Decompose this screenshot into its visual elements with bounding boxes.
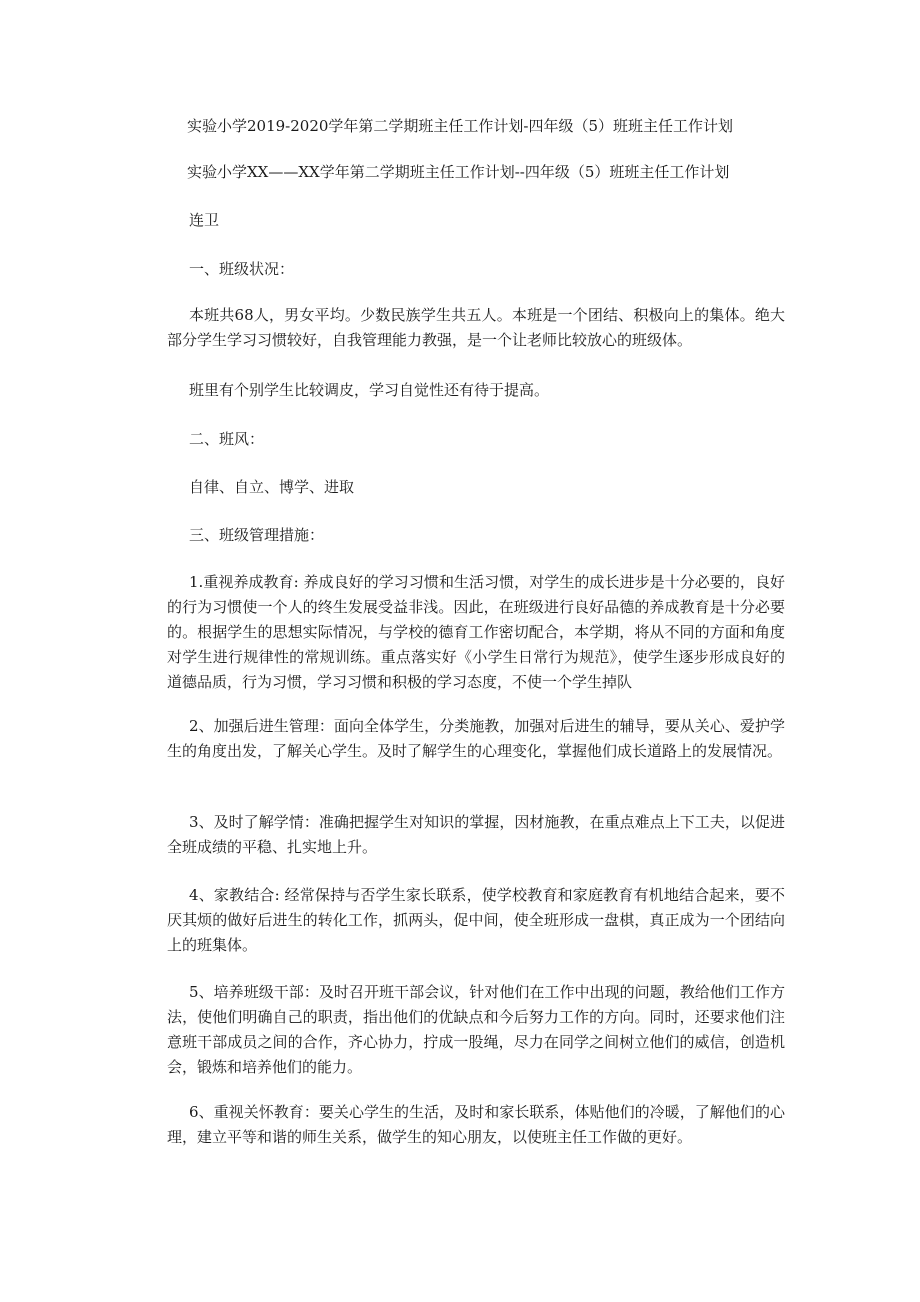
measure-paragraph: 2、加强后进生管理：面向全体学生，分类施教，加强对后进生的辅导，要从关心、爱护学生的角度出发，了解关心学生。及时了解学生的心理变化，掌握他们成长道路上的发展情况。 xyxy=(167,717,785,760)
measure-paragraph: 6、重视关怀教育：要关心学生的生活，及时和家长联系，体贴他们的冷暖，了解他们的心理，建立平等和谐的师生关系，做学生的知心朋友，以使班主任工作做的更好。 xyxy=(167,1103,785,1146)
document-subtitle: 实验小学XX——XX学年第二学期班主任工作计划--四年级（5）班班主任工作计划 xyxy=(187,163,730,181)
class-motto: 自律、自立、博学、进取 xyxy=(189,478,355,496)
class-status-paragraph: 本班共68人，男女平均。少数民族学生共五人。本班是一个团结、积极向上的集体。绝大部分学生学习习惯较好，自我管理能力教强，是一个让老师比较放心的班级体。 xyxy=(167,306,785,349)
section-heading-class-motto: 二、班风： xyxy=(189,430,265,448)
class-status-note: 班里有个别学生比较调皮，学习自觉性还有待于提高。 xyxy=(189,381,550,399)
measure-paragraph: 1.重视养成教育: 养成良好的学习习惯和生活习惯，对学生的成长进步是十分必要的，良好的行为习惯使一个人的终生发展受益非浅。因此，在班级进行良好品德的养成教育是十分必要的。根据学生的思想实际情况，与学校的德育工作密切配合，本学期，将从不同的方面和角度对学生进行规律性的常规训练。重点落实好《小学生日常行为规范》，使学生逐步形成良好的道德品质，行为习惯，学习习惯和积极的学习态度，不使一个学生掉队 xyxy=(167,573,785,691)
author-name: 连卫 xyxy=(189,211,220,229)
section-heading-class-status: 一、班级状况： xyxy=(189,260,295,278)
measure-paragraph: 5、培养班级干部：及时召开班干部会议，针对他们在工作中出现的问题，教给他们工作方法，使他们明确自己的职责，指出他们的优缺点和今后努力工作的方向。同时，还要求他们注意班干部成员之间的合作，齐心协力，拧成一股绳，尽力在同学之间树立他们的威信，创造机会，锻炼和培养他们的能力。 xyxy=(167,983,785,1076)
measure-paragraph: 4、家教结合: 经常保持与否学生家长联系，使学校教育和家庭教育有机地结合起来，要不厌其烦的做好后进生的转化工作，抓两头，促中间，使全班形成一盘棋，真正成为一个团结向上的班集体。 xyxy=(167,886,785,954)
measure-paragraph: 3、及时了解学情：准确把握学生对知识的掌握，因材施教，在重点难点上下工夫，以促进全班成绩的平稳、扎实地上升。 xyxy=(167,813,785,856)
document-title: 实验小学2019-2020学年第二学期班主任工作计划-四年级（5）班班主任工作计划 xyxy=(187,117,734,135)
section-heading-management-measures: 三、班级管理措施： xyxy=(189,526,325,544)
